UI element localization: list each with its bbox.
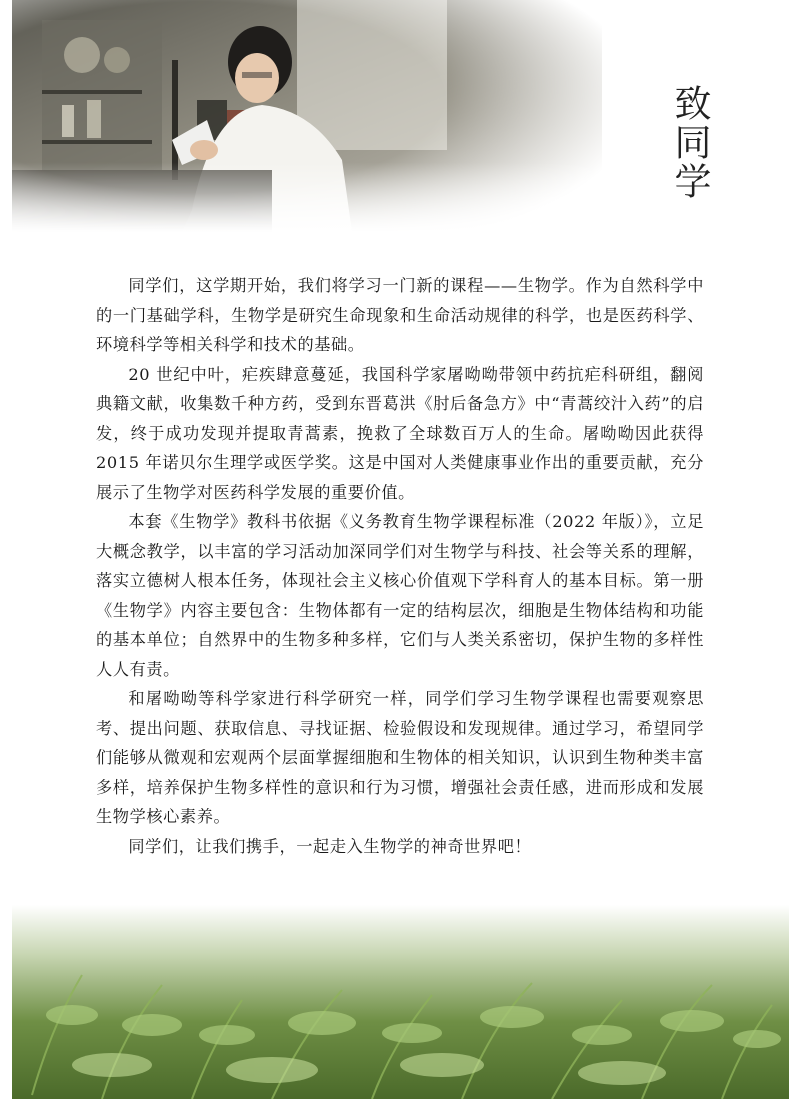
artemisia-plants-photo [12,905,789,1099]
paragraph-1: 同学们，这学期开始，我们将学习一门新的课程——生物学。作为自然科学中的一门基础学科，生物学是研究生命现象和生命活动规律的科学，也是医药科学、环境科学等相关科学和技术的基础。 [96,276,704,354]
paragraph-2: 20 世纪中叶，疟疾肆意蔓延，我国科学家屠呦呦带领中药抗疟科研组，翻阅典籍文献，收集数千种方药，受到东晋葛洪《肘后备急方》中“青蒿绞汁入药”的启发，终于成功发现并提取青蒿素，挽救了全球数百万人的生命。屠呦呦因此获得 2015 年诺贝尔生理学或医学奖。这是中国对人类健康事业作出的重要贡献，充分展示了生物学对医药科学发展的重要价值。 [96,364,704,502]
paragraph-4: 和屠呦呦等科学家进行科学研究一样，同学们学习生物学课程也需要观察思考、提出问题、获取信息、寻找证据、检验假设和发现规律。通过学习，希望同学们能够从微观和宏观两个层面掌握细胞和生物体的相关知识，认识到生物种类丰富多样，培养保护生物多样性的意识和行为习惯，增强社会责任感，进而形成和发展生物学核心素养。 [96,689,704,826]
scientist-photo [12,0,602,232]
paragraph-5: 同学们，让我们携手，一起走入生物学的神奇世界吧！ [128,836,532,856]
article-body [96,271,704,861]
paragraph-3: 本套《生物学》教科书依据《义务教育生物学课程标准（2022 年版）》，立足大概念教学，以丰富的学习活动加深同学们对生物学与科技、社会等关系的理解，落实立德树人根本任务，体现社会主义核心价值观下学科育人的基本目标。第一册《生物学》内容主要包含：生物体都有一定的结构层次，细胞是生物体结构和功能的基本单位；自然界中的生物多种多样，它们与人类关系密切，保护生物的多样性人人有责。 [96,512,704,679]
page-title: 致同学 [668,84,711,201]
